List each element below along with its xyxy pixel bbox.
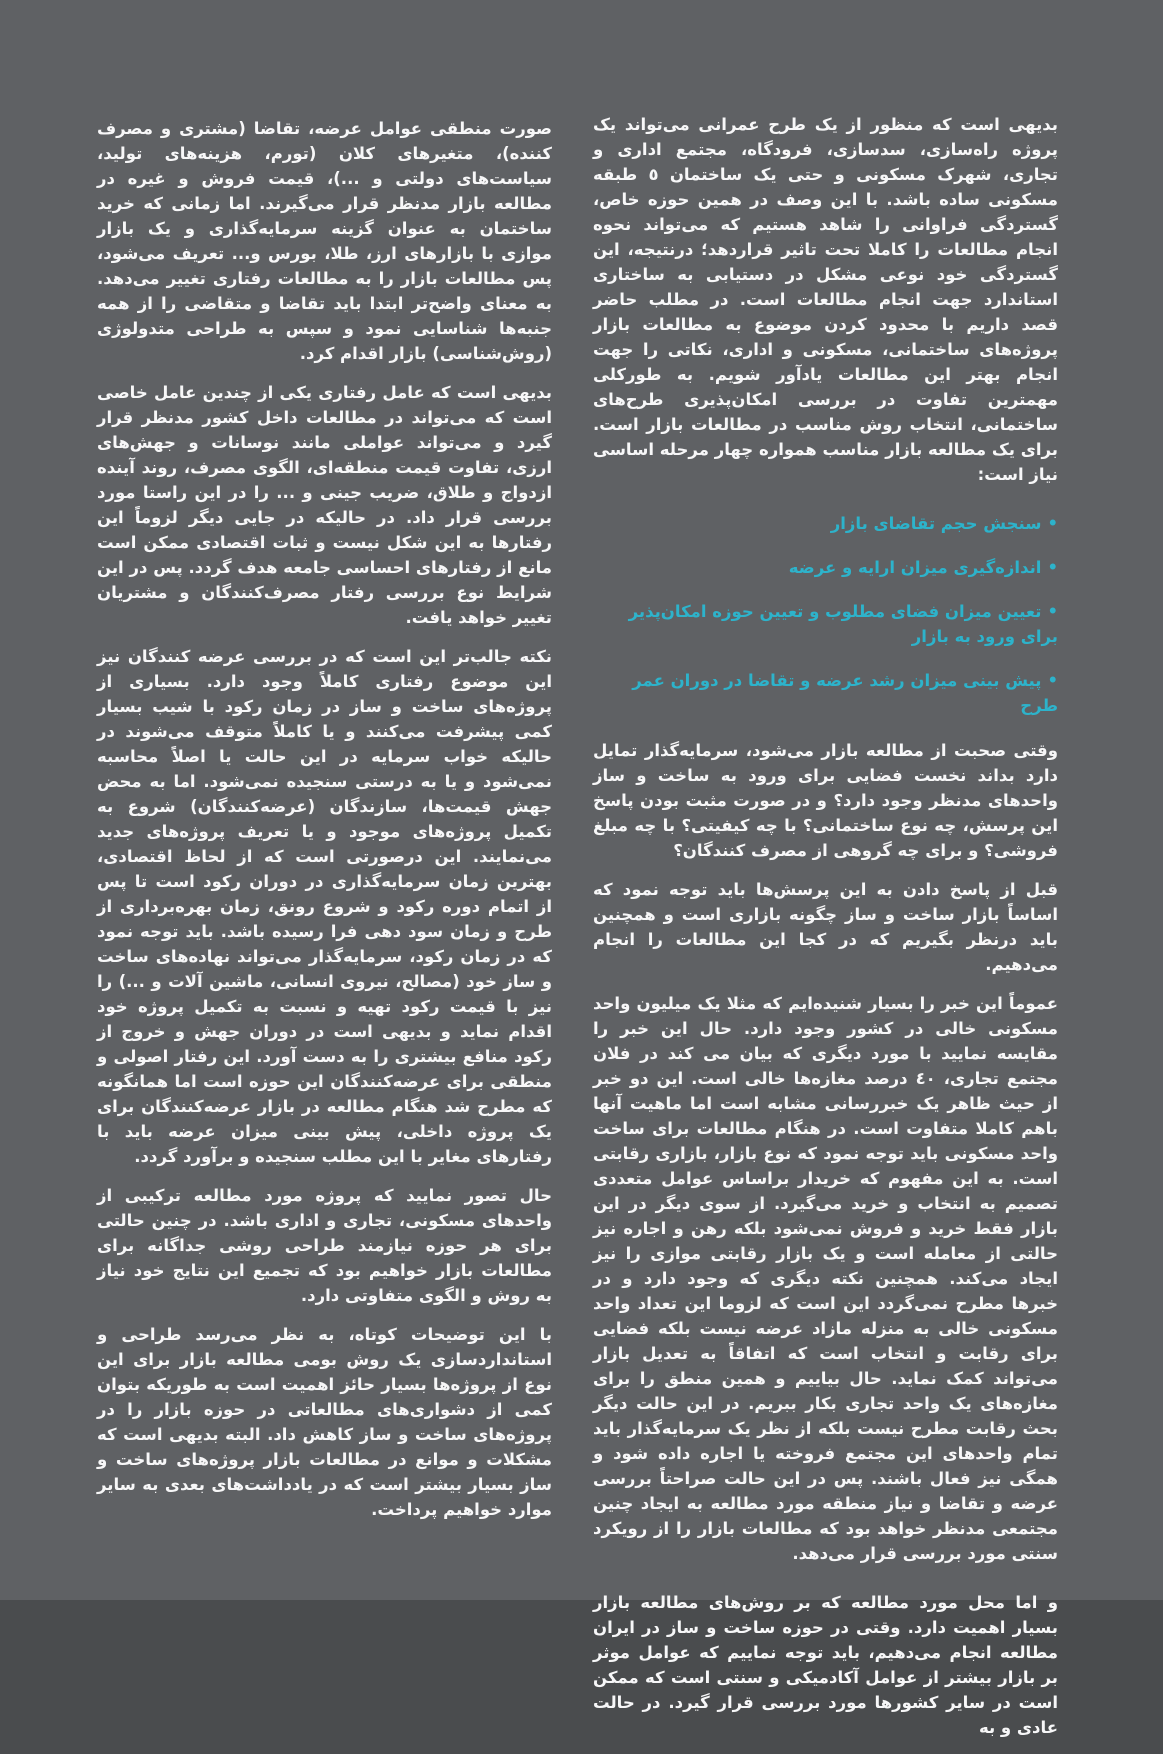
paragraph: صورت منطقی عوامل عرضه، تقاضا (مشتری و مصرف کننده)، متغیرهای کلان (تورم، هزینه‌های تولید، سیاست‌های دولتی و ...)، قیمت فروش و غیره در مطالعه بازار مدنظر قرار می‌گیرند. اما زمانی که خرید ساختمان به عنوان گزینه سرمایه‌گذاری و یک بازار موازی با بازارهای ارز، طلا، بورس و... تعریف می‌شود، پس مطالعات بازار را به مطالعات رفتاری تغییر می‌دهد. به معنای واضح‌تر ابتدا باید تقاضا و متقاضی را از همه جنبه‌ها شناسایی نمود و سپس به طراحی متدولوژی (روش‌شناسی) بازار اقدام کرد. bbox=[97, 119, 552, 363]
bullet-marker: • bbox=[1047, 671, 1058, 690]
paragraph: قبل از پاسخ دادن به این پرسش‌ها باید توجه نمود که اساساً بازار ساخت و ساز چگونه بازاری است و همچنین باید درنظر بگیریم که در کجا این مطالعات را انجام می‌دهیم. bbox=[593, 880, 1058, 974]
bullet-marker: • bbox=[1047, 558, 1058, 577]
bullet-text: اندازه‌گیری میزان ارایه و عرضه bbox=[788, 558, 1042, 577]
paragraph: نکته جالب‌تر این است که در بررسی عرضه کنندگان نیز این موضوع رفتاری کاملاً وجود دارد. بسیاری از پروژه‌های ساخت و ساز در زمان رکود با شیب بسیار کمی پیشرفت می‌کنند و یا کاملاً متوقف می‌شوند در حالیکه خواب سرمایه در این حالت یا اصلاً محاسبه نمی‌شود و یا به درستی سنجیده نمی‌شود. اما به محض جهش قیمت‌ها، سازندگان (عرضه‌کنندگان) شروع به تکمیل پروژه‌های موجود و یا تعریف پروژه‌های جدید می‌نمایند. این درصورتی است که از لحاظ اقتصادی، بهترین زمان سرمایه‌گذاری در دوران رکود است تا پس از اتمام دوره رکود و شروع رونق، زمان بهره‌برداری از طرح و زمان سود دهی فرا رسیده باشد. باید توجه نمود که در زمان رکود، سرمایه‌گذار می‌تواند نهاده‌های ساخت و ساز خود (مصالح، نیروی انسانی، ماشین آلات و ...) را نیز با قیمت رکود تهیه و نسبت به تکمیل پروژه خود اقدام نماید و بدیهی است در دوران جهش و خروج از رکود منافع بیشتری را به دست آورد. این رفتار اصولی و منطقی برای عرضه‌کنندگان این حوزه است اما همانگونه که مطرح شد هنگام مطالعه در بازار عرضه‌کنندگان برای یک پروژه داخلی، پیش بینی میزان عرضه باید با رفتارهای مغایر با این مطلب سنجیده و برآورد گردد. bbox=[97, 647, 552, 1166]
bullet-text: سنجش حجم تقاضای بازار bbox=[830, 514, 1042, 533]
bullet-item bbox=[593, 511, 1058, 536]
paragraph: بدیهی است که عامل رفتاری یکی از چندین عامل خاصی است که می‌تواند در مطالعات داخل کشور مدنظر قرار گیرد و می‌تواند عواملی مانند نوسانات و جهش‌های ارزی، تفاوت قیمت منطقه‌ای، الگوی مصرف، روند آینده ازدواج و طلاق، ضریب جینی و ... را در این راستا مورد بررسی قرار داد. در حالیکه در جایی دیگر لزوماً این رفتارها به این شکل نیست و ثبات اقتصادی ممکن است مانع از رفتارهای احساسی جامعه هدف گردد. پس در این شرایط نوع بررسی رفتار مصرف‌کنندگان و مشتریان تغییر خواهد یافت. bbox=[97, 383, 552, 627]
bullet-item bbox=[593, 599, 1058, 649]
paragraph: و اما محل مورد مطالعه که بر روش‌های مطالعه بازار بسیار اهمیت دارد. وقتی در حوزه ساخت و ساز در ایران مطالعه انجام می‌دهیم، باید توجه نماییم که عوامل موثر بر بازار بیشتر از عوامل آکادمیکی و سنتی است که ممکن است در سایر کشورها مورد بررسی قرار گیرد. در حالت عادی و به bbox=[593, 1593, 1058, 1737]
paragraph: با این توضیحات کوتاه، به نظر می‌رسد طراحی و استانداردسازی یک روش بومی مطالعه بازار برای این نوع از پروژه‌ها بسیار حائز اهمیت است به طوریکه بتوان کمی از دشواری‌های مطالعاتی در حوزه بازار را در پروژه‌های ساخت و ساز کاهش داد. البته بدیهی است که مشکلات و موانع در مطالعات بازار پروژه‌های ساخت و ساز بسیار بیشتر است که در یادداشت‌های بعدی به سایر موارد خواهیم پرداخت. bbox=[97, 1325, 552, 1519]
bullet-item bbox=[593, 668, 1058, 718]
bullet-text: پیش بینی میزان رشد عرضه و تقاضا در دوران عمر طرح bbox=[632, 671, 1058, 715]
bullet-marker: • bbox=[1047, 514, 1058, 533]
bullet-item bbox=[593, 555, 1058, 580]
paragraph: بدیهی است که منظور از یک طرح عمرانی می‌تواند یک پروژه راه‌سازی، سدسازی، فرودگاه، مجتمع اداری و تجاری، شهرک مسکونی و حتی یک ساختمان ٥ طبقه مسکونی ساده باشد. با این وصف در همین حوزه خاص، گستردگی فراوانی را شاهد هستیم که می‌تواند نحوه انجام مطالعات را کاملا تحت تاثیر قراردهد؛ درنتیجه، این گستردگی خود نوعی مشکل در دستیابی به ساختاری استاندارد جهت انجام مطالعات است. در مطلب حاضر قصد داریم با محدود کردن موضوع به مطالعات بازار پروژه‌های ساختمانی، مسکونی و اداری، نکاتی را جهت انجام بهتر این مطالعات یادآور شویم. به طورکلی مهمترین تفاوت در بررسی امکان‌پذیری طرح‌های ساختمانی، انتخاب روش مناسب در مطالعات بازار است. برای یک مطالعه بازار مناسب همواره چهار مرحله اساسی نیاز است: bbox=[593, 115, 1058, 484]
right-text-column bbox=[593, 112, 1058, 1754]
bullet-text: تعیین میزان فضای مطلوب و تعیین حوزه امکان‌پذیر برای ورود به بازار bbox=[628, 602, 1058, 646]
bullet-marker: • bbox=[1047, 602, 1058, 621]
paragraph: حال تصور نمایید که پروژه مورد مطالعه ترکیبی از واحدهای مسکونی، تجاری و اداری باشد. در چنین حالتی برای هر حوزه نیازمند طراحی روشی جداگانه برای مطالعات بازار خواهیم بود که تجمیع این نتایج خود نیاز به روش و الگوی متفاوتی دارد. bbox=[97, 1186, 552, 1305]
left-text-column bbox=[97, 116, 552, 1536]
bullet-list bbox=[593, 511, 1058, 718]
paragraph: عموماً این خبر را بسیار شنیده‌ایم که مثلا یک میلیون واحد مسکونی خالی در کشور وجود دارد. حال این خبر را مقایسه نمایید با مورد دیگری که بیان می کند در فلان مجتمع تجاری، ٤٠ درصد مغازه‌ها خالی است. این دو خبر از حیث ظاهر یک خبررسانی مشابه است اما ماهیت آنها باهم کاملا متفاوت است. در هنگام مطالعات برای ساخت واحد مسکونی باید توجه نمود که نوع بازار، بازاری رقابتی است. به این مفهوم که خریدار براساس عوامل متعددی تصمیم به انتخاب و خرید می‌گیرد. از سوی دیگر در این بازار فقط خرید و فروش نمی‌شود بلکه رهن و اجاره نیز حالتی از معامله است و یک بازار رقابتی موازی را نیز ایجاد می‌کند. همچنین نکته دیگری که وجود دارد و در خبرها مطرح نمی‌گردد این است که لزوما این تعداد واحد مسکونی خالی به منزله مازاد عرضه نیست بلکه فضایی برای رقابت و انتخاب است که اتفاقاً به تعدیل بازار می‌تواند کمک نماید. حال بیاییم و همین منطق را برای مغازه‌های یک واحد تجاری بکار ببریم. در این حالت دیگر بحث رقابت مطرح نیست بلکه از نظر یک سرمایه‌گذار باید تمام واحدهای این مجتمع فروخته یا اجاره داده شود و همگی نیز فعال باشند. پس در این حالت صراحتاً بررسی عرضه و تقاضا و نیاز منطقه مورد مطالعه به ایجاد چنین مجتمعی مدنظر خواهد بود که مطالعات بازار را از رویکرد سنتی مورد بررسی قرار می‌دهد. bbox=[593, 994, 1058, 1563]
paragraph: وقتی صحبت از مطالعه بازار می‌شود، سرمایه‌گذار تمایل دارد بداند نخست فضایی برای ورود به ساخت و ساز واحدهای مدنظر وجود دارد؟ و در صورت مثبت بودن پاسخ این پرسش، چه نوع ساختمانی؟ با چه کیفیتی؟ با چه مبلغ فروشی؟ و برای چه گروهی از مصرف کنندگان؟ bbox=[593, 741, 1058, 860]
